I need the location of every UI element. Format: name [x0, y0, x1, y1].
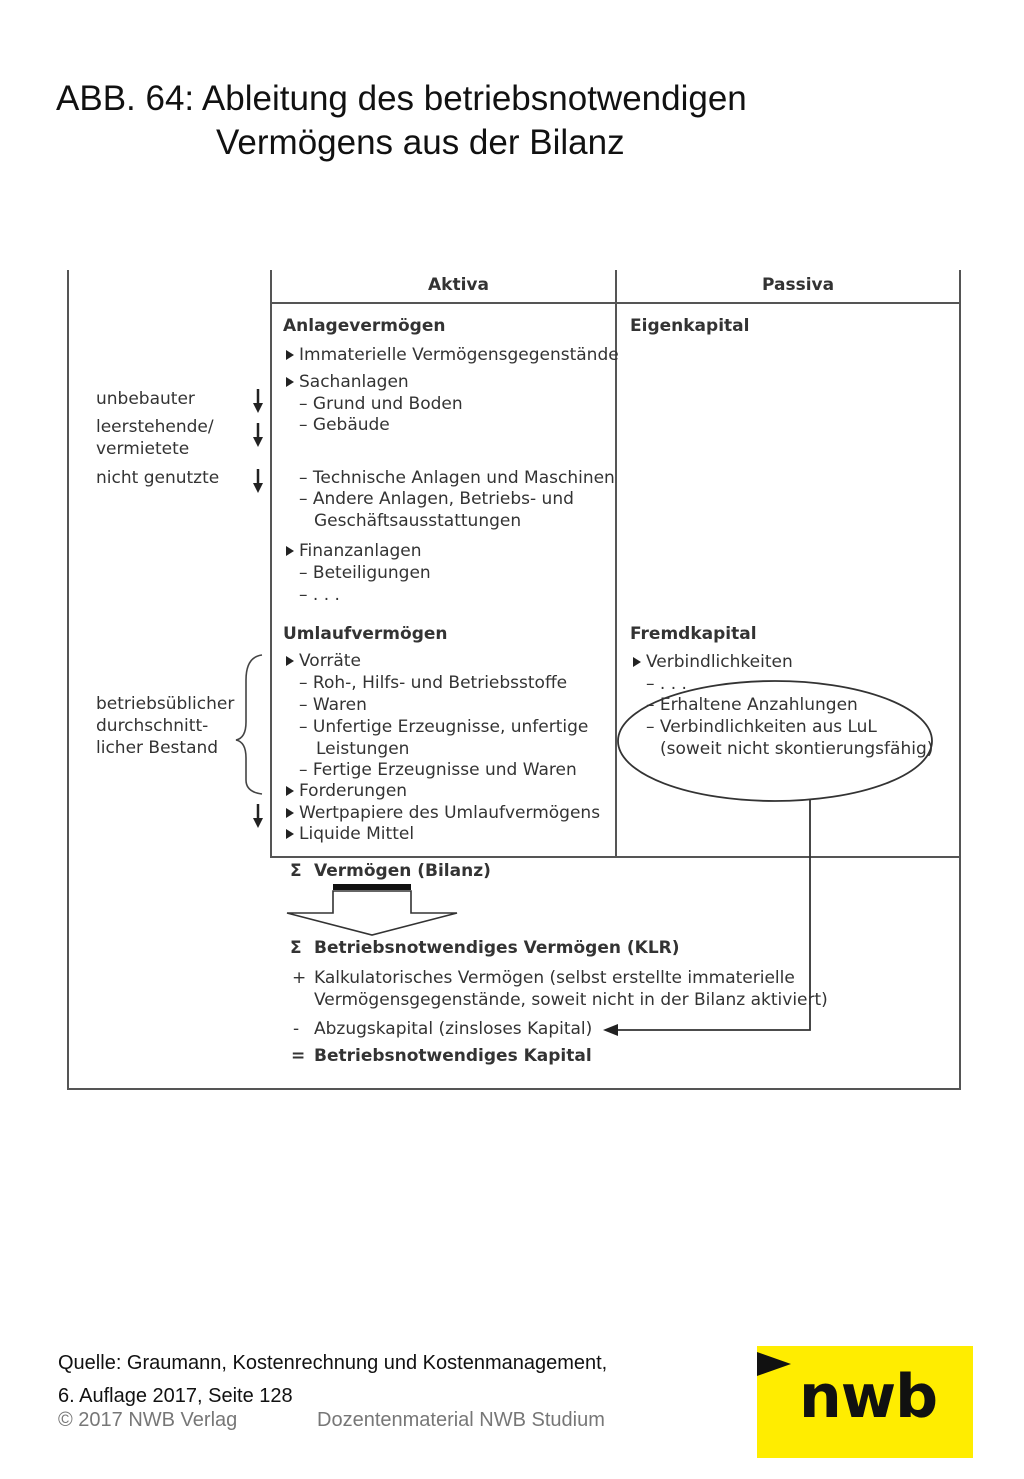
- nwb-logo: [757, 1346, 973, 1458]
- figure-title-line1: ABB. 64: Ableitung des betriebsnotwendigen: [56, 79, 747, 118]
- aktiva-fertige: – Fertige Erzeugnisse und Waren: [299, 760, 577, 780]
- source-line1: Quelle: Graumann, Kostenrechnung und Kostenmanagement,: [58, 1352, 608, 1374]
- vermoegen-bilanz: Vermögen (Bilanz): [314, 861, 491, 881]
- source-line2: 6. Auflage 2017, Seite 128: [58, 1385, 293, 1407]
- aktiva-finanzanlagen: Finanzanlagen: [299, 541, 422, 561]
- aktiva-technische-anlagen: – Technische Anlagen und Maschinen: [299, 468, 615, 488]
- bullet-icon: [286, 546, 294, 556]
- aktiva-unfertige: – Unfertige Erzeugnisse, unfertige: [299, 717, 589, 737]
- passiva-verbindlichkeiten: Verbindlichkeiten: [646, 652, 793, 672]
- passiva-eigenkapital: Eigenkapital: [630, 316, 750, 336]
- arrow-down-icon: [253, 423, 263, 447]
- aktiva-gebaeude: – Gebäude: [299, 415, 390, 435]
- arrow-left-icon: [603, 1024, 618, 1036]
- aktiva-grund-boden: – Grund und Boden: [299, 394, 463, 414]
- passiva-verbindlichkeiten-lul: – Verbindlichkeiten aus LuL: [646, 717, 877, 737]
- arrow-down-icon: [253, 389, 263, 413]
- passiva-dots: – . . .: [646, 674, 687, 694]
- aktiva-vorraete: Vorräte: [299, 651, 361, 671]
- label-betriebsueblicher: betriebsüblicher: [96, 694, 235, 714]
- aktiva-andere-anlagen: – Andere Anlagen, Betriebs- und: [299, 489, 574, 509]
- aktiva-geschaeftsausstattungen: Geschäftsausstattungen: [314, 511, 522, 531]
- label-nicht-genutzte: nicht genutzte: [96, 468, 220, 488]
- aktiva-umlaufvermoegen: Umlaufvermögen: [283, 624, 448, 644]
- bullet-icon: [633, 657, 641, 667]
- aktiva-immaterielle: Immaterielle Vermögensgegenstände: [299, 345, 619, 365]
- sigma-symbol: Σ: [290, 861, 302, 881]
- aktiva-roh-hilfs: – Roh-, Hilfs- und Betriebsstoffe: [299, 673, 568, 693]
- equals-symbol: =: [291, 1046, 306, 1066]
- label-vermietete: vermietete: [96, 439, 190, 459]
- minus-symbol: -: [293, 1019, 300, 1039]
- copyright: © 2017 NWB Verlag: [58, 1409, 238, 1431]
- abzugskapital: Abzugskapital (zinsloses Kapital): [314, 1019, 593, 1039]
- passiva-soweit: (soweit nicht skontierungsfähig): [660, 739, 934, 759]
- kalkulatorisches-vermoegen-2: Vermögensgegenstände, soweit nicht in der Bilanz aktiviert): [314, 990, 828, 1010]
- header-passiva: Passiva: [762, 275, 835, 295]
- big-down-arrow-icon: [287, 891, 457, 935]
- aktiva-liquide-mittel: Liquide Mittel: [299, 824, 415, 844]
- aktiva-sachanlagen: Sachanlagen: [299, 372, 409, 392]
- arrow-down-icon: [253, 469, 263, 493]
- aktiva-leistungen: Leistungen: [316, 739, 410, 759]
- aktiva-anlagevermoegen: Anlagevermögen: [283, 316, 446, 336]
- bullet-icon: [286, 350, 294, 360]
- logo-text: nwb: [799, 1362, 938, 1432]
- aktiva-wertpapiere: Wertpapiere des Umlaufvermögens: [299, 803, 601, 823]
- figure-title-line2: Vermögens aus der Bilanz: [216, 123, 625, 162]
- aktiva-dots: – . . .: [299, 585, 340, 605]
- logo-triangle-icon: [757, 1352, 791, 1376]
- label-durchschnitt: durchschnitt-: [96, 716, 209, 736]
- label-leerstehende: leerstehende/: [96, 417, 214, 437]
- aktiva-forderungen: Forderungen: [299, 781, 408, 801]
- betriebsnotwendiges-vermoegen: Betriebsnotwendiges Vermögen (KLR): [314, 938, 680, 958]
- header-aktiva: Aktiva: [428, 275, 489, 295]
- plus-symbol: +: [292, 968, 307, 988]
- bullet-icon: [286, 656, 294, 666]
- kalkulatorisches-vermoegen: Kalkulatorisches Vermögen (selbst erstellte immaterielle: [314, 968, 795, 988]
- bullet-icon: [286, 829, 294, 839]
- label-bestand: licher Bestand: [96, 738, 219, 758]
- label-unbebauter: unbebauter: [96, 389, 195, 409]
- passiva-fremdkapital: Fremdkapital: [630, 624, 757, 644]
- aktiva-beteiligungen: – Beteiligungen: [299, 563, 431, 583]
- aktiva-waren: – Waren: [299, 695, 367, 715]
- passiva-erhaltene-anzahlungen: – Erhaltene Anzahlungen: [646, 695, 858, 715]
- emphasis-bar: [333, 884, 411, 890]
- bullet-icon: [286, 377, 294, 387]
- dozentenmaterial: Dozentenmaterial NWB Studium: [317, 1409, 605, 1431]
- bullet-icon: [286, 786, 294, 796]
- bullet-icon: [286, 808, 294, 818]
- sigma-symbol: Σ: [290, 938, 302, 958]
- curly-brace: [236, 655, 262, 794]
- arrow-down-icon: [253, 804, 263, 828]
- betriebsnotwendiges-kapital: Betriebsnotwendiges Kapital: [314, 1046, 592, 1066]
